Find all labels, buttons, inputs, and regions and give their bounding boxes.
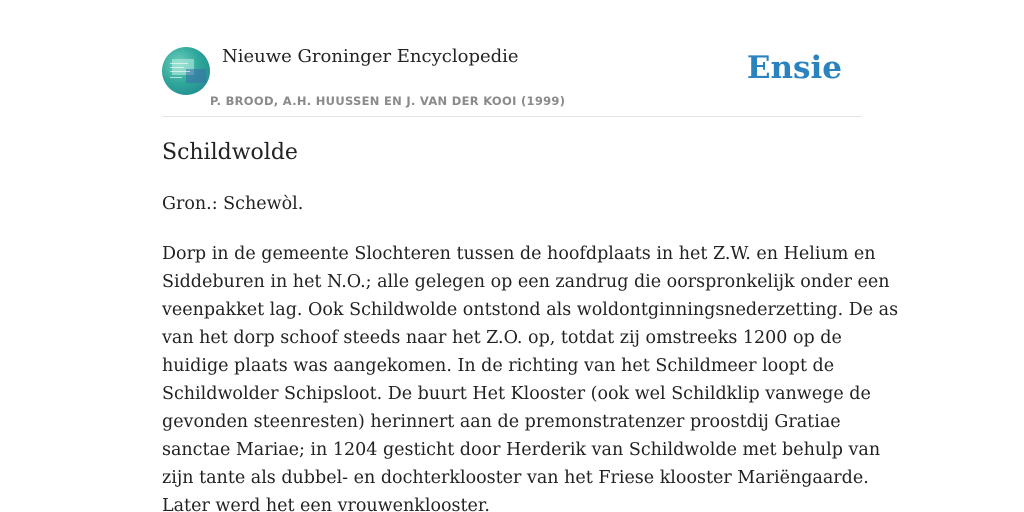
entry-body: [162, 240, 899, 512]
body-line: Later werd het een vrouwenklooster.: [162, 496, 490, 512]
body-line: Schildwolder Schipsloot. De buurt Het Klooster (ook wel Schildklip vanwege de: [162, 384, 871, 404]
body-line: sanctae Mariae; in 1204 gesticht door Herderik van Schildwolde met behulp van: [162, 440, 881, 460]
body-line: gevonden steenresten) herinnert aan de premonstratenzer proostdij Gratiae: [162, 412, 841, 432]
body-line: huidige plaats was aangekomen. In de richting van het Schildmeer loopt de: [162, 356, 835, 376]
encyclopedia-authors: P. BROOD, A.H. HUUSSEN EN J. VAN DER KOOI (1999): [210, 94, 566, 108]
encyclopedia-title[interactable]: Nieuwe Groninger Encyclopedie: [222, 46, 519, 67]
encyclopedia-header: [162, 46, 862, 117]
body-line: zijn tante als dubbel- en dochterklooster van het Friese klooster Mariëngaarde.: [162, 468, 869, 488]
brand-logo[interactable]: Ensie: [746, 50, 842, 86]
entry-title: Schildwolde: [162, 140, 298, 165]
dialect-name: Gron.: Schewòl.: [162, 194, 304, 214]
body-line: veenpakket lag. Ook Schildwolde ontstond als woldontginningsnederzetting. De as: [162, 300, 899, 320]
body-line: Dorp in de gemeente Slochteren tussen de hoofdplaats in het Z.W. en Helium en: [162, 244, 876, 264]
body-line: Siddeburen in het N.O.; alle gelegen op een zandrug die oorspronkelijk onder een: [162, 272, 890, 292]
body-line: van het dorp schoof steeds naar het Z.O. op, totdat zij omstreeks 1200 op de: [162, 328, 842, 348]
encyclopedia-logo-icon[interactable]: [162, 47, 210, 95]
